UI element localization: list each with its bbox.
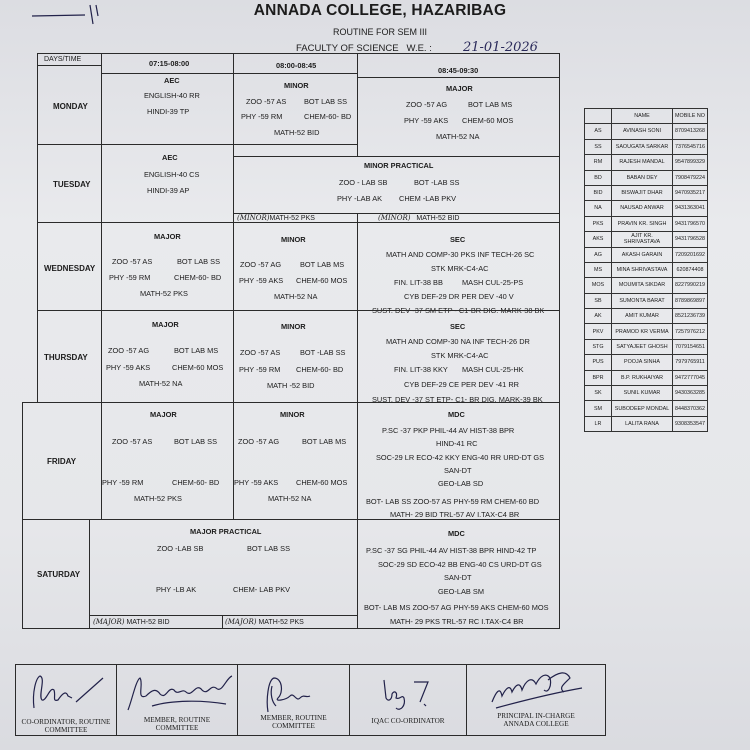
staff-mobile: 9431796528: [673, 232, 708, 247]
staff-name: AKASH GARAIN: [612, 247, 673, 262]
table-row: [585, 401, 708, 416]
subject-title: MAJOR: [154, 232, 181, 241]
class-entry: CYB DEF-29 CE PER DEV -41 RR: [404, 380, 519, 389]
class-entry: BOT -LAB SS: [300, 348, 346, 357]
staff-code: AG: [585, 247, 612, 262]
day-label: THURSDAY: [44, 353, 88, 362]
wednesday-slot-3: [357, 222, 560, 315]
table-row: [585, 170, 708, 185]
thursday-slot-3: [357, 310, 560, 403]
staff-mobile: 8709413268: [673, 124, 708, 139]
major-tag: (MAJOR): [93, 618, 125, 626]
time-slot-1: [101, 53, 234, 74]
subject-title: MAJOR: [152, 320, 179, 329]
class-entry: SOC-29 SD ECO-42 BB ENG-40 CS URD-DT GS: [378, 560, 542, 569]
class-entry: CHEM-60- BD: [172, 478, 220, 487]
class-entry: GEO-LAB SD: [438, 479, 484, 488]
day-label: SATURDAY: [37, 570, 81, 579]
class-entry: CHEM-60 MOS: [462, 116, 514, 125]
class-entry: ZOO - LAB SB: [339, 178, 388, 187]
class-entry: CHEM-60- BD: [304, 112, 352, 121]
routine-subtitle: ROUTINE FOR SEM III: [332, 27, 427, 37]
day-thursday: [37, 310, 102, 403]
subject-title: MINOR PRACTICAL: [364, 161, 434, 170]
days-time-label: DAYS/TIME: [44, 56, 82, 63]
subject-title: MAJOR: [150, 410, 177, 419]
college-title: ANNADA COLLEGE, HAZARIBAG: [253, 2, 507, 19]
time-slot-2-label: 08:00-08:45: [276, 61, 317, 70]
tuesday-slot-1: [101, 144, 234, 223]
class-entry: CHEM- LAB PKV: [233, 585, 291, 594]
staff-mobile: 7209201692: [673, 247, 708, 262]
class-entry: PHY -59 RM: [239, 365, 281, 374]
class-entry: MATH-52 NA: [268, 494, 312, 503]
class-entry: PHY -59 RM: [102, 478, 144, 487]
class-entry: ZOO -57 AS: [112, 257, 153, 266]
table-row: [585, 339, 708, 354]
staff-code: RM: [585, 155, 612, 170]
table-row: [585, 155, 708, 170]
class-entry: MATH AND COMP-30 NA INF TECH-26 DR: [386, 337, 530, 346]
class-entry: PHY -LB AK: [156, 585, 197, 594]
class-entry: ZOO -57 AG: [108, 346, 150, 355]
friday-slot-1: [101, 402, 234, 520]
signature-4: [378, 672, 440, 714]
column-header: NAME: [612, 109, 673, 124]
class-entry: FIN. LIT-38 KKY: [394, 365, 448, 374]
staff-name: B.P. RUKHAIYAR: [612, 370, 673, 385]
class-entry: MASH CUL-25-HK: [462, 365, 524, 374]
time-slot-3: [357, 53, 560, 78]
staff-mobile: 9470935217: [673, 185, 708, 200]
subject-title: MAJOR: [446, 84, 473, 93]
table-row: [585, 278, 708, 293]
class-entry: SOC-29 LR ECO-42 KKY ENG-40 RR URD-DT GS: [376, 453, 545, 462]
staff-code: MOS: [585, 278, 612, 293]
class-entry: MATH-52 NA: [139, 379, 183, 388]
class-entry: ZOO -57 AG: [240, 260, 282, 269]
day-label: TUESDAY: [53, 180, 91, 189]
class-entry: CYB DEF-29 DR PER DEV -40 V: [404, 292, 514, 301]
class-entry: MATH AND COMP-30 PKS INF TECH-26 SC: [386, 250, 535, 259]
day-friday: [22, 402, 102, 520]
class-entry: CHEM-60- BD: [296, 365, 344, 374]
staff-name: MINA SHRIVASTAVA: [612, 262, 673, 277]
class-entry: P.SC -37 PKP PHIL-44 AV HIST-38 BPR: [382, 426, 515, 435]
class-entry: CHEM-60 MOS: [296, 478, 348, 487]
staff-code: SB: [585, 293, 612, 308]
class-entry: SUST. DEV -37 SM ETP - C1-BR DIG. MARK-38 BK: [372, 306, 545, 315]
class-entry: HIND-41 RC: [436, 439, 478, 448]
saturday-major-practical: [89, 519, 358, 616]
table-row: [585, 262, 708, 277]
class-entry: SAN-DT: [444, 466, 472, 475]
staff-contact-table: [584, 108, 708, 432]
staff-code: STG: [585, 339, 612, 354]
subject-title: MINOR: [284, 81, 309, 90]
wednesday-slot-2: [233, 222, 358, 311]
table-header-row: [585, 109, 708, 124]
saturday-major-math-2: [222, 615, 358, 629]
staff-mobile: 8789869897: [673, 293, 708, 308]
signature-role: CO-ORDINATOR, ROUTINE: [21, 718, 111, 726]
saturday-slot-3: [357, 519, 560, 629]
table-row: [585, 416, 708, 431]
major-tag-entry: [225, 619, 304, 626]
staff-mobile: 7908479224: [673, 170, 708, 185]
class-entry: MATH-52 PKS: [140, 289, 188, 298]
class-entry: BOT LAB SS: [304, 97, 347, 106]
friday-slot-2: [233, 402, 358, 520]
staff-code: NA: [585, 201, 612, 216]
class-entry: ENGLISH-40 CS: [144, 170, 200, 179]
class-entry: ENGLISH-40 RR: [144, 91, 200, 100]
day-tuesday: [37, 144, 102, 223]
table-row: [585, 293, 708, 308]
class-entry: CHEM-60 MOS: [172, 363, 224, 372]
class-entry: MATH-52 BID: [416, 215, 460, 222]
class-entry: BOT- LAB SS ZOO-57 AS PHY-59 RM CHEM-60 BD: [366, 497, 540, 506]
class-entry: PHY -LAB AK: [337, 194, 383, 203]
table-row: [585, 247, 708, 262]
staff-name: NAUSAD ANWAR: [612, 201, 673, 216]
class-entry: BOT- LAB MS ZOO-57 AG PHY-59 AKS CHEM-60 MOS: [364, 603, 549, 612]
signature-1: [28, 672, 108, 716]
class-entry: PHY -59 AKS: [234, 478, 279, 487]
class-entry: BOT LAB SS: [247, 544, 290, 553]
staff-name: BISWAJIT DHAR: [612, 185, 673, 200]
signature-caption: [18, 719, 114, 734]
thursday-slot-2: [233, 310, 358, 403]
class-entry: ZOO -57 AG: [406, 100, 448, 109]
signature-role-line2: ANNADA COLLEGE: [503, 719, 569, 728]
class-entry: SAN-DT: [444, 573, 472, 582]
staff-name: AMIT KUMAR: [612, 309, 673, 324]
staff-mobile: 9431796570: [673, 216, 708, 231]
table-row: [585, 355, 708, 370]
major-tag: (MAJOR): [225, 618, 257, 626]
day-wednesday: [37, 222, 102, 311]
table-row: [585, 324, 708, 339]
minor-tag: (MINOR): [378, 214, 411, 222]
class-entry: BOT -LAB SS: [414, 178, 460, 187]
staff-mobile: 7079154651: [673, 339, 708, 354]
staff-name: SUNIL KUMAR: [612, 386, 673, 401]
staff-mobile: 8227990219: [673, 278, 708, 293]
signature-2: [122, 670, 236, 716]
staff-name: AVINASH SONI: [612, 124, 673, 139]
class-entry: ZOO -LAB SB: [157, 544, 204, 553]
class-entry: PHY -59 AKS: [106, 363, 151, 372]
staff-mobile: 7376545716: [673, 139, 708, 154]
table-row: [585, 124, 708, 139]
signature-caption: [240, 715, 347, 730]
class-entry: BOT LAB MS: [468, 100, 513, 109]
class-entry: MATH-52 NA: [436, 132, 480, 141]
day-label: FRIDAY: [47, 457, 77, 466]
minor-tag: (MINOR): [237, 214, 270, 222]
table-row: [585, 370, 708, 385]
class-entry: HINDI-39 AP: [147, 186, 190, 195]
staff-name: PRAVIN KR. SINGH: [612, 216, 673, 231]
staff-name: BABAN DEY: [612, 170, 673, 185]
signature-role: MEMBER, ROUTINE: [260, 714, 327, 722]
class-entry: PHY -59 AKS: [404, 116, 449, 125]
day-monday: [37, 65, 102, 145]
class-entry: CHEM -LAB PKV: [399, 194, 457, 203]
class-entry: MATH -52 BID: [267, 381, 315, 390]
column-header: [585, 109, 612, 124]
subject-title: MINOR: [280, 410, 305, 419]
signature-role: MEMBER, ROUTINE: [143, 716, 211, 724]
class-entry: STK MRK-C4-AC: [431, 264, 489, 273]
class-entry: MATH-52 BID: [126, 619, 170, 626]
signature-role-line2: COMMITTEE: [272, 721, 315, 730]
signature-caption: [119, 717, 235, 732]
saturday-major-math-1: [89, 615, 223, 629]
staff-code: PKS: [585, 216, 612, 231]
staff-name: AJIT KR. SHRIVASTAVA: [612, 232, 673, 247]
day-label: MONDAY: [53, 102, 88, 111]
class-entry: ZOO -57 AS: [112, 437, 153, 446]
class-entry: FIN. LIT-38 BB: [394, 278, 443, 287]
staff-code: BD: [585, 170, 612, 185]
class-entry: MATH- 29 PKS TRL-57 RC I.TAX-C4 BR: [390, 617, 524, 626]
staff-mobile: 8448370362: [673, 401, 708, 416]
staff-mobile: 9430363285: [673, 386, 708, 401]
staff-code: SK: [585, 386, 612, 401]
signature-role: IQAC CO-ORDINATOR: [371, 717, 445, 725]
class-entry: PHY -59 RM: [241, 112, 283, 121]
handwritten-mark: [30, 2, 110, 28]
subject-title: SEC: [450, 235, 466, 244]
signature-5: [488, 666, 588, 712]
staff-code: PUS: [585, 355, 612, 370]
column-header: MOBILE NO: [673, 109, 708, 124]
subject-title: MAJOR PRACTICAL: [190, 527, 262, 536]
class-entry: MATH- 29 BID TRL-57 AV I.TAX-C4 BR: [390, 510, 520, 519]
week-effective-date: 21-01-2026: [463, 40, 538, 55]
monday-slot-3: [357, 77, 560, 157]
table-row: [585, 386, 708, 401]
wednesday-slot-1: [101, 222, 234, 311]
class-entry: BOT LAB SS: [174, 437, 217, 446]
staff-code: MS: [585, 262, 612, 277]
staff-name: MOUMITA SIKDAR: [612, 278, 673, 293]
staff-mobile: 9547899329: [673, 155, 708, 170]
table-row: [585, 185, 708, 200]
signature-3: [256, 672, 316, 716]
major-tag-entry: [93, 619, 170, 626]
faculty-label: FACULTY OF SCIENCE: [296, 43, 399, 54]
we-label: W.E. :: [406, 43, 432, 54]
class-entry: HINDI-39 TP: [147, 107, 190, 116]
tuesday-minor-practical: [233, 156, 560, 214]
class-entry: SUST. DEV -37 ST ETP- C1- BR DIG. MARK-39 BK: [372, 395, 543, 404]
table-row: [585, 309, 708, 324]
class-entry: ZOO -57 AG: [238, 437, 280, 446]
class-entry: CHEM-60 MOS: [296, 276, 348, 285]
class-entry: PHY -59 AKS: [239, 276, 284, 285]
class-entry: MATH-52 PKS: [134, 494, 182, 503]
subject-title: MDC: [448, 529, 465, 538]
staff-code: SM: [585, 401, 612, 416]
day-label: WEDNESDAY: [44, 264, 96, 273]
monday-slot-1: [101, 73, 234, 145]
signature-role: PRINCIPAL IN-CHARGE: [497, 712, 575, 720]
staff-name: SATYAJEET GHOSH: [612, 339, 673, 354]
staff-name: PRAMOD KR VERMA: [612, 324, 673, 339]
staff-code: BID: [585, 185, 612, 200]
class-entry: ZOO -57 AS: [246, 97, 287, 106]
class-entry: BOT LAB MS: [174, 346, 219, 355]
staff-mobile: 8521236739: [673, 309, 708, 324]
staff-name: SAOUGATA SARKAR: [612, 139, 673, 154]
class-entry: MATH-52 BID: [274, 128, 320, 137]
staff-code: AK: [585, 309, 612, 324]
staff-mobile: 9308353547: [673, 416, 708, 431]
subject-title: MINOR: [281, 235, 306, 244]
table-row: [585, 216, 708, 231]
time-slot-1-label: 07:15-08:00: [149, 59, 190, 68]
class-entry: BOT LAB MS: [302, 437, 347, 446]
subject-title: AEC: [162, 153, 178, 162]
class-entry: MATH-52 NA: [274, 292, 318, 301]
staff-code: AKS: [585, 232, 612, 247]
signature-role-line2: COMMITTEE: [44, 725, 88, 734]
class-entry: CHEM-60- BD: [174, 273, 222, 282]
staff-name: LALITA RANA: [612, 416, 673, 431]
table-row: [585, 201, 708, 216]
time-slot-2: [233, 53, 358, 74]
class-entry: ZOO -57 AS: [240, 348, 281, 357]
staff-code: PKV: [585, 324, 612, 339]
class-entry: BOT LAB SS: [177, 257, 220, 266]
monday-slot-2: [233, 73, 358, 145]
minor-tag-entry: [237, 215, 315, 222]
class-entry: MASH CUL-25-PS: [462, 278, 524, 287]
table-row: [585, 232, 708, 247]
friday-slot-3: [357, 402, 560, 520]
signature-role-line2: COMMITTEE: [155, 723, 199, 732]
day-saturday: [22, 519, 90, 629]
staff-mobile: 7257976212: [673, 324, 708, 339]
class-entry: PHY -59 RM: [109, 273, 151, 282]
staff-name: RAJESH MANDAL: [612, 155, 673, 170]
staff-code: BPR: [585, 370, 612, 385]
staff-mobile: 9431363041: [673, 201, 708, 216]
class-entry: MATH-52 PKS: [269, 215, 315, 222]
signature-caption: [352, 718, 464, 726]
staff-code: AS: [585, 124, 612, 139]
staff-name: POOJA SINHA: [612, 355, 673, 370]
class-entry: STK MRK-C4-AC: [431, 351, 489, 360]
signature-caption: [469, 713, 603, 728]
staff-code: SS: [585, 139, 612, 154]
subject-title: MDC: [448, 410, 465, 419]
subject-title: MINOR: [281, 322, 306, 331]
staff-mobile: 9472777045: [673, 370, 708, 385]
subject-title: SEC: [450, 322, 466, 331]
staff-mobile: 620874408: [673, 262, 708, 277]
staff-name: SUMONTA BARAT: [612, 293, 673, 308]
class-entry: P.SC -37 SG PHIL-44 AV HIST-38 BPR HIND-42 TP: [366, 546, 537, 555]
staff-code: LR: [585, 416, 612, 431]
class-entry: GEO-LAB SM: [438, 587, 484, 596]
staff-mobile: 7979765911: [673, 355, 708, 370]
time-slot-3-label: 08:45-09:30: [438, 66, 479, 75]
class-entry: BOT LAB MS: [300, 260, 345, 269]
subject-title: AEC: [164, 76, 180, 85]
class-entry: MATH-52 PKS: [258, 619, 304, 626]
thursday-slot-1: [101, 310, 234, 403]
minor-tag-entry: [378, 215, 459, 222]
staff-name: SUBODEEP MONDAL: [612, 401, 673, 416]
table-row: [585, 139, 708, 154]
